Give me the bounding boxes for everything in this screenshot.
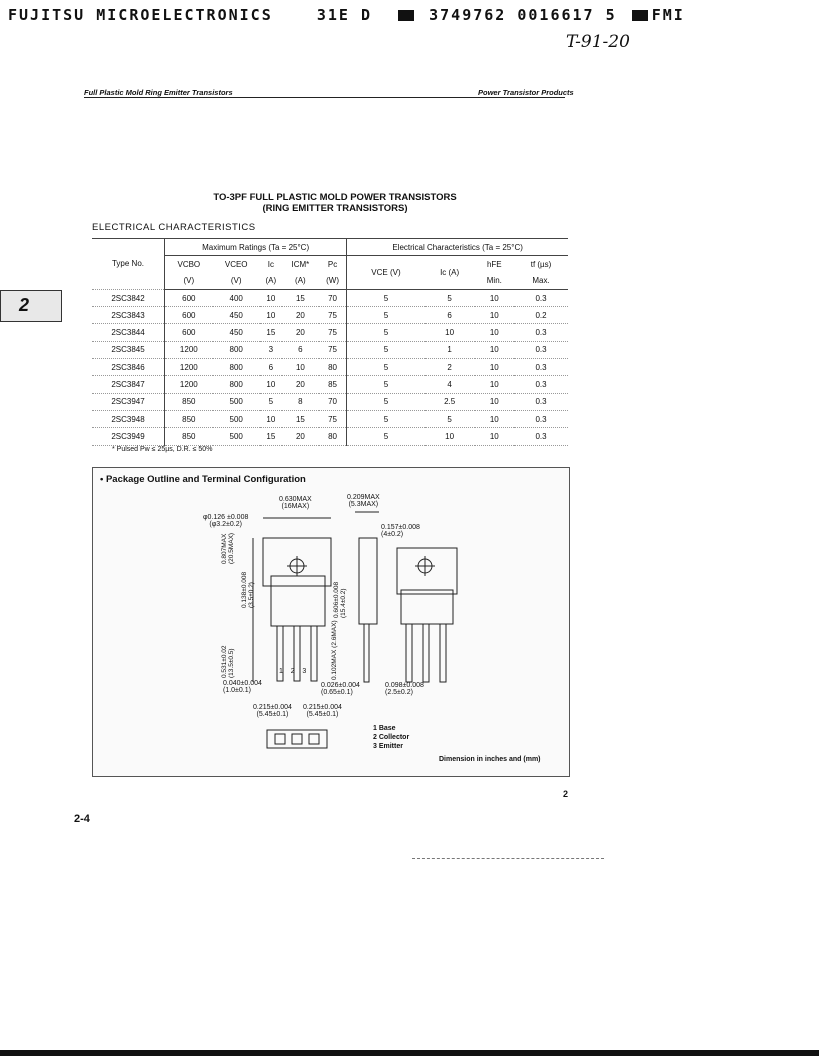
value-cell: 75 — [319, 307, 347, 324]
block-mark-icon — [398, 10, 414, 21]
icm-header: ICM* — [291, 259, 310, 269]
value-cell: 800 — [213, 359, 260, 376]
dim-hole-mm: (φ3.2±0.2) — [209, 521, 242, 528]
dim-hole-height — [241, 548, 255, 608]
value-cell: 20 — [282, 376, 319, 393]
pin-legend — [373, 724, 409, 751]
table-footnote: * Pulsed Pw ≤ 25µs, D.R. ≤ 50% — [112, 446, 213, 453]
dim-width — [279, 496, 312, 510]
value-cell: 0.3 — [514, 376, 568, 393]
value-cell: 10 — [425, 324, 475, 341]
pin-2-label: 2 — [290, 668, 295, 675]
value-cell: 10 — [475, 359, 515, 376]
value-cell: 10 — [475, 307, 515, 324]
legend-emitter: 3 Emitter — [373, 743, 403, 750]
code-2: 3749762 0016617 5 — [429, 6, 617, 24]
dim-height-mm: (20.5MAX) — [228, 532, 235, 564]
hfe-unit: Min. — [475, 273, 515, 290]
value-cell: 15 — [282, 410, 319, 427]
value-cell: 0.3 — [514, 341, 568, 358]
title-line-1: TO-3PF FULL PLASTIC MOLD POWER TRANSISTORS — [213, 192, 457, 203]
value-cell: 500 — [213, 428, 260, 445]
icm-unit: (A) — [282, 273, 319, 290]
value-cell: 2 — [425, 359, 475, 376]
block-mark-icon — [632, 10, 648, 21]
tf-unit: Max. — [514, 273, 568, 290]
dim-body-mm: (15.4±0.2) — [340, 588, 347, 618]
value-cell: 0.2 — [514, 307, 568, 324]
table-row — [92, 410, 568, 427]
value-cell: 10 — [475, 376, 515, 393]
dim-pitch-2-mm: (5.45±0.1) — [306, 711, 339, 718]
back-body-top — [397, 548, 457, 594]
pad-2 — [292, 734, 302, 744]
header-rule — [84, 97, 565, 98]
value-cell: 5 — [347, 359, 425, 376]
value-cell: 850 — [165, 393, 213, 410]
value-cell: 10 — [475, 289, 515, 306]
vcbo-header: VCBO — [165, 256, 213, 273]
title-line-2: (RING EMITTER TRANSISTORS) — [262, 203, 408, 214]
document-code-line — [8, 6, 685, 24]
value-cell: 5 — [347, 324, 425, 341]
value-cell: 600 — [165, 289, 213, 306]
front-body-bottom — [271, 576, 325, 626]
pc-header: Pc — [327, 259, 338, 269]
handwritten-note: T-91-20 — [566, 32, 630, 52]
value-cell: 75 — [319, 410, 347, 427]
table-row — [92, 376, 568, 393]
value-cell: 15 — [260, 324, 282, 341]
section-title: ELECTRICAL CHARACTERISTICS — [92, 222, 256, 233]
value-cell: 6 — [282, 341, 319, 358]
header-left: Full Plastic Mold Ring Emitter Transistors — [84, 88, 233, 97]
ic-header: Ic — [267, 259, 274, 269]
dim-body — [333, 558, 347, 618]
dim-side-lead — [385, 682, 424, 696]
value-cell: 5 — [347, 289, 425, 306]
dim-lead-gap — [321, 682, 360, 696]
table-row — [92, 289, 568, 306]
bottom-edge — [0, 1050, 819, 1056]
value-cell: 0.3 — [514, 324, 568, 341]
dim-body-inch: 0.606±0.008 — [333, 581, 340, 618]
ic2-header: Ic (A) — [425, 256, 475, 290]
value-cell: 5 — [347, 393, 425, 410]
code-3: FMI — [651, 6, 685, 24]
value-cell: 0.3 — [514, 428, 568, 445]
value-cell: 10 — [475, 410, 515, 427]
value-cell: 850 — [165, 410, 213, 427]
type-cell: 2SC3845 — [92, 341, 165, 358]
dim-pitch-1 — [253, 704, 292, 718]
table-row — [92, 307, 568, 324]
table-row — [92, 324, 568, 341]
company-name: FUJITSU MICROELECTRONICS — [8, 6, 273, 24]
dim-width-inch: 0.630MAX — [279, 496, 312, 503]
value-cell: 10 — [260, 289, 282, 306]
pin-3-label: 3 — [302, 668, 307, 675]
elec-char-header: Electrical Characteristics (Ta = 25°C) — [347, 239, 568, 256]
value-cell: 0.3 — [514, 359, 568, 376]
value-cell: 600 — [165, 324, 213, 341]
value-cell: 10 — [475, 393, 515, 410]
value-cell: 20 — [282, 307, 319, 324]
dimension-note: Dimension in inches and (mm) — [439, 756, 541, 763]
value-cell: 80 — [319, 359, 347, 376]
dim-lead-length — [221, 618, 235, 678]
value-cell: 1 — [425, 341, 475, 358]
dim-thickness-mm: (5.3MAX) — [348, 501, 379, 508]
page-number: 2-4 — [74, 813, 90, 825]
dim-hole-offset — [381, 524, 420, 538]
value-cell: 6 — [425, 307, 475, 324]
value-cell: 10 — [425, 428, 475, 445]
dim-lead-width-mm: (2.6MAX) — [331, 620, 338, 648]
dim-width-mm: (16MAX) — [281, 503, 310, 510]
value-cell: 1200 — [165, 376, 213, 393]
table-row — [92, 341, 568, 358]
value-cell: 6 — [260, 359, 282, 376]
value-cell: 70 — [319, 393, 347, 410]
type-cell: 2SC3948 — [92, 410, 165, 427]
page-number-right: 2 — [563, 789, 569, 799]
dim-hole-offset-inch: 0.157±0.008 — [381, 524, 420, 531]
section-tab — [0, 290, 62, 322]
code-1: 31E D — [316, 6, 373, 24]
value-cell: 10 — [282, 359, 319, 376]
value-cell: 5 — [347, 410, 425, 427]
vcbo-unit: (V) — [165, 273, 213, 290]
value-cell: 500 — [213, 410, 260, 427]
value-cell: 5 — [347, 341, 425, 358]
pad-3 — [309, 734, 319, 744]
dim-lead-thick-mm: (1.0±0.1) — [223, 687, 251, 694]
dim-lead-width — [331, 620, 338, 680]
value-cell: 80 — [319, 428, 347, 445]
value-cell: 5 — [347, 307, 425, 324]
value-cell: 85 — [319, 376, 347, 393]
value-cell: 0.3 — [514, 393, 568, 410]
value-cell: 20 — [282, 428, 319, 445]
value-cell: 5 — [260, 393, 282, 410]
hfe-header: hFE — [486, 259, 502, 269]
value-cell: 5 — [347, 376, 425, 393]
vceo-unit: (V) — [213, 273, 260, 290]
legend-collector: 2 Collector — [373, 734, 410, 741]
dim-side-lead-inch: 0.098±0.008 — [385, 682, 424, 689]
type-cell: 2SC3846 — [92, 359, 165, 376]
value-cell: 0.3 — [514, 410, 568, 427]
value-cell: 4 — [425, 376, 475, 393]
max-ratings-header: Maximum Ratings (Ta = 25°C) — [165, 239, 347, 256]
value-cell: 3 — [260, 341, 282, 358]
tf-header: tf (µs) — [530, 259, 552, 269]
value-cell: 10 — [475, 324, 515, 341]
table-row — [92, 428, 568, 445]
dim-lead-thick — [223, 680, 262, 694]
value-cell: 75 — [319, 324, 347, 341]
value-cell: 5 — [425, 410, 475, 427]
value-cell: 8 — [282, 393, 319, 410]
vceo-header: VCEO — [224, 259, 248, 269]
back-lead-1 — [406, 624, 412, 682]
value-cell: 450 — [213, 324, 260, 341]
value-cell: 800 — [213, 376, 260, 393]
value-cell: 10 — [260, 410, 282, 427]
value-cell: 5 — [347, 428, 425, 445]
value-cell: 20 — [282, 324, 319, 341]
pad-1 — [275, 734, 285, 744]
value-cell: 500 — [213, 393, 260, 410]
value-cell: 15 — [260, 428, 282, 445]
page-title — [130, 192, 540, 214]
lead-3 — [311, 626, 317, 681]
value-cell: 75 — [319, 341, 347, 358]
dim-pitch-1-mm: (5.45±0.1) — [256, 711, 289, 718]
dim-lead-width-inch: 0.102MAX — [331, 649, 338, 680]
value-cell: 400 — [213, 289, 260, 306]
ic-unit: (A) — [260, 273, 282, 290]
package-outline-box — [92, 467, 570, 777]
value-cell: 10 — [475, 428, 515, 445]
value-cell: 10 — [475, 341, 515, 358]
header-right: Power Transistor Products — [478, 88, 574, 97]
dim-pitch-2-inch: 0.215±0.004 — [303, 704, 342, 711]
back-body-bottom — [401, 590, 453, 624]
vce-header: VCE (V) — [347, 256, 425, 290]
back-lead-2 — [423, 624, 429, 682]
value-cell: 2.5 — [425, 393, 475, 410]
pin-numbers — [279, 668, 306, 675]
value-cell: 10 — [260, 307, 282, 324]
dim-hole-offset-mm: (4±0.2) — [381, 531, 404, 538]
dim-hole-height-mm: (3.5±0.2) — [248, 582, 255, 608]
value-cell: 850 — [165, 428, 213, 445]
dim-pitch-1-inch: 0.215±0.004 — [253, 704, 292, 711]
type-cell: 2SC3844 — [92, 324, 165, 341]
value-cell: 70 — [319, 289, 347, 306]
dim-pitch-2 — [303, 704, 342, 718]
type-cell: 2SC3949 — [92, 428, 165, 445]
dim-lead-gap-inch: 0.026±0.004 — [321, 682, 360, 689]
pin-1-label: 1 — [279, 668, 283, 675]
value-cell: 1200 — [165, 359, 213, 376]
dim-hole-height-inch: 0.138±0.008 — [241, 571, 248, 608]
side-lead — [364, 624, 369, 682]
dim-lead-gap-mm: (0.65±0.1) — [321, 689, 353, 696]
side-body — [359, 538, 377, 624]
dim-height-inch: 0.807MAX — [221, 533, 228, 564]
section-tab-number: 2 — [19, 295, 30, 315]
dim-thickness — [347, 494, 380, 508]
dim-lead-thick-inch: 0.040±0.004 — [223, 680, 262, 687]
table-row — [92, 393, 568, 410]
value-cell: 5 — [425, 289, 475, 306]
type-cell: 2SC3842 — [92, 289, 165, 306]
type-header: Type No. — [92, 239, 165, 290]
dim-thickness-inch: 0.209MAX — [347, 494, 380, 501]
type-cell: 2SC3947 — [92, 393, 165, 410]
dim-lead-length-inch: 0.531±0.02 — [221, 645, 228, 678]
value-cell: 10 — [260, 376, 282, 393]
characteristics-table — [92, 238, 568, 446]
value-cell: 1200 — [165, 341, 213, 358]
back-lead-3 — [440, 624, 446, 682]
table-row — [92, 359, 568, 376]
value-cell: 800 — [213, 341, 260, 358]
footprint — [267, 730, 327, 748]
scan-artifact-line — [412, 858, 604, 859]
value-cell: 450 — [213, 307, 260, 324]
dim-side-lead-mm: (2.5±0.2) — [385, 689, 413, 696]
value-cell: 0.3 — [514, 289, 568, 306]
value-cell: 600 — [165, 307, 213, 324]
dim-height — [221, 504, 235, 564]
type-cell: 2SC3847 — [92, 376, 165, 393]
legend-base: 1 Base — [373, 725, 396, 732]
value-cell: 15 — [282, 289, 319, 306]
pc-unit: (W) — [319, 273, 347, 290]
package-title: • Package Outline and Terminal Configuration — [100, 474, 306, 485]
dim-hole-inch: φ0.126 ±0.008 — [203, 514, 249, 521]
dim-lead-length-mm: (13.5±0.5) — [228, 648, 235, 678]
type-cell: 2SC3843 — [92, 307, 165, 324]
